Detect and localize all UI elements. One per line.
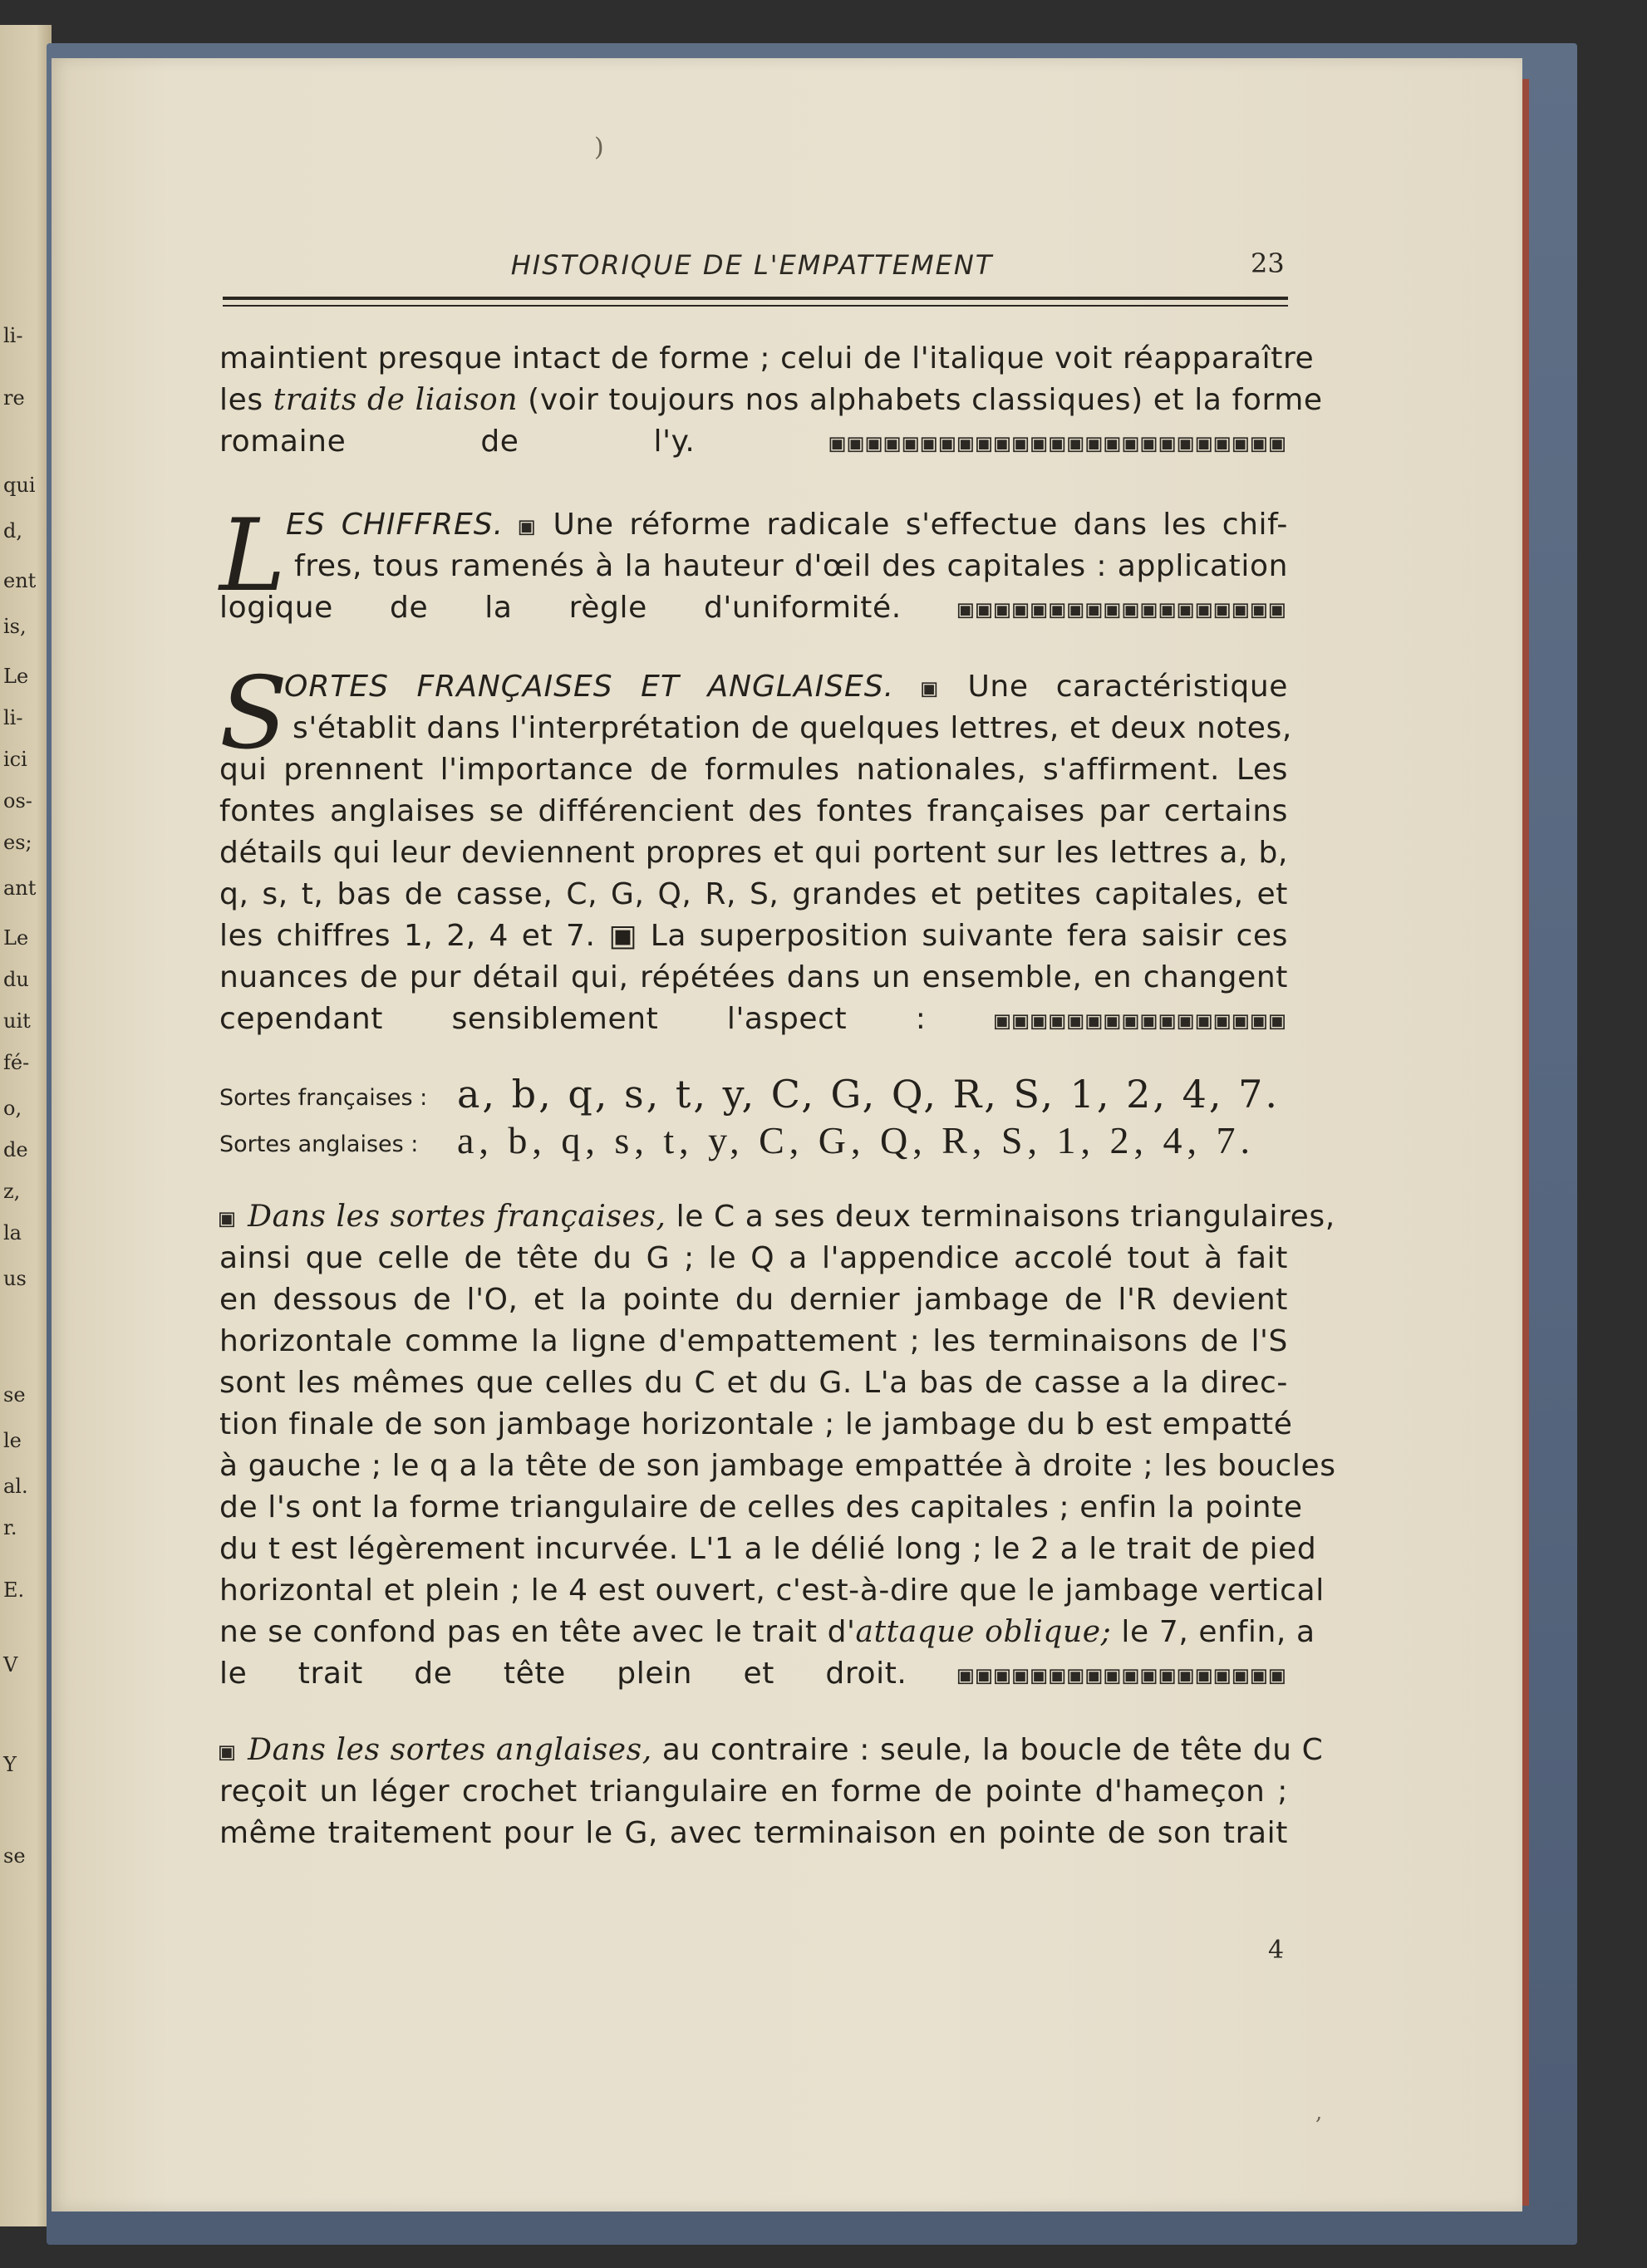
- italic-text: Dans les sortes françaises,: [248, 1200, 666, 1234]
- facing-page-fragment: la: [3, 1221, 22, 1244]
- text-line: ORTES FRANÇAISES ET ANGLAISES. ▣ Une caractéristique: [284, 670, 1288, 704]
- facing-page-fragment: qui: [3, 474, 36, 497]
- running-title: HISTORIQUE DE L'EMPATTEMENT: [510, 249, 994, 281]
- italic-text: traits de liaison: [273, 383, 519, 417]
- paragraph-intro: [219, 338, 1323, 463]
- facing-page-fragment: os-: [3, 789, 32, 812]
- text-line: même traitement pour le G, avec terminaison en pointe de son trait: [219, 1816, 1288, 1850]
- text-line: ▣ Dans les sortes françaises, le C a ses deux terminaisons triangulaires,: [219, 1200, 1335, 1234]
- text-line: sont les mêmes que celles du C et du G. L'a bas de casse a la direc-: [219, 1366, 1288, 1400]
- text-line: q, s, t, bas de casse, C, G, Q, R, S, grandes et petites capitales, et: [219, 877, 1288, 911]
- ornament-row: ▣▣▣▣▣▣▣▣▣▣▣▣▣▣▣▣▣▣: [957, 1661, 1288, 1690]
- facing-page-fragment: se: [3, 1844, 26, 1868]
- text-line: ▣ Dans les sortes anglaises, au contraire : seule, la boucle de tête du C: [219, 1733, 1324, 1767]
- letters-english: a, b, q, s, t, y, C, G, Q, R, S, 1, 2, 4, 7.: [457, 1119, 1255, 1161]
- text-line: les chiffres 1, 2, 4 et 7. ▣ La superposition suivante fera saisir ces: [219, 919, 1288, 953]
- ornament-row: ▣▣▣▣▣▣▣▣▣▣▣▣▣▣▣▣▣▣▣▣▣▣▣▣▣: [829, 429, 1289, 458]
- paragraph-francaises: [219, 1196, 1336, 1695]
- header-rule-thick: [223, 297, 1288, 300]
- ornament-glyph: ▣: [219, 1204, 238, 1233]
- facing-page-fragment: fé-: [3, 1051, 30, 1074]
- facing-page-fragment: se: [3, 1383, 26, 1406]
- text-line: romaine de l'y. ▣▣▣▣▣▣▣▣▣▣▣▣▣▣▣▣▣▣▣▣▣▣▣▣▣: [219, 425, 1289, 459]
- facing-page-fragment: ici: [3, 748, 27, 771]
- paragraph-chiffres: [219, 498, 1288, 629]
- facing-page-fragment: re: [3, 386, 25, 410]
- label-english: Sortes anglaises :: [219, 1132, 419, 1157]
- comparison-row-french: [219, 1072, 1291, 1118]
- facing-page-fragment: r.: [3, 1516, 17, 1539]
- facing-page-fragment: Le: [3, 926, 29, 950]
- text-line: fres, tous ramenés à la hauteur d'œil des capitales : application: [294, 549, 1288, 583]
- section-heading: ES CHIFFRES.: [286, 508, 504, 542]
- facing-page-fragment: Y: [3, 1753, 17, 1776]
- facing-page-fragment: le: [3, 1429, 22, 1452]
- label-french: Sortes françaises :: [219, 1085, 428, 1111]
- facing-page-fragment: o,: [3, 1097, 22, 1120]
- facing-page-fragment: li-: [3, 324, 23, 347]
- letter-comparison: [219, 1072, 1291, 1165]
- header-rule-thin: [223, 305, 1288, 307]
- text-line: ne se confond pas en tête avec le trait d'attaque oblique; le 7, enfin, a: [219, 1615, 1315, 1649]
- text-line: le trait de tête plein et droit. ▣▣▣▣▣▣▣▣▣▣▣▣▣▣▣▣▣▣: [219, 1657, 1288, 1691]
- stray-mark: ,: [1315, 2100, 1323, 2125]
- facing-page-fragment: li-: [3, 706, 23, 729]
- signature-mark: 4: [1268, 1936, 1285, 1965]
- text-line: qui prennent l'importance de formules nationales, s'affirment. Les: [219, 753, 1288, 787]
- facing-page-fragment: ent: [3, 569, 37, 592]
- facing-page-fragment: z,: [3, 1180, 21, 1203]
- text-line: fontes anglaises se différencient des fontes françaises par certains: [219, 794, 1288, 828]
- text-line: horizontal et plein ; le 4 est ouvert, c'est-à-dire que le jambage vertical: [219, 1573, 1325, 1608]
- italic-text: attaque oblique;: [855, 1615, 1112, 1649]
- text-line: horizontale comme la ligne d'empattement ; les terminaisons de l'S: [219, 1324, 1288, 1358]
- facing-page-fragment: al.: [3, 1475, 28, 1498]
- text-line: en dessous de l'O, et la pointe du dernier jambage de l'R devient: [219, 1283, 1288, 1317]
- text-line: nuances de pur détail qui, répétées dans un ensemble, en changent: [219, 960, 1288, 994]
- ornament-glyph: ▣: [922, 674, 941, 703]
- text-line: s'établit dans l'interprétation de quelques lettres, et deux notes,: [293, 711, 1292, 745]
- text-line: à gauche ; le q a la tête de son jambage empattée à droite ; les boucles: [219, 1449, 1336, 1483]
- comparison-row-english: [219, 1118, 1291, 1165]
- section-heading: ORTES FRANÇAISES ET ANGLAISES.: [284, 670, 895, 704]
- ornament-row: ▣▣▣▣▣▣▣▣▣▣▣▣▣▣▣▣▣▣: [957, 595, 1288, 624]
- text-line: reçoit un léger crochet triangulaire en forme de pointe d'hameçon ;: [219, 1775, 1288, 1809]
- text-line: logique de la règle d'uniformité. ▣▣▣▣▣▣▣▣▣▣▣▣▣▣▣▣▣▣: [219, 591, 1288, 625]
- facing-page-edge: [0, 25, 52, 2226]
- paragraph-anglaises: [219, 1730, 1324, 1854]
- text-line: tion finale de son jambage horizontale ; le jambage du b est empatté: [219, 1407, 1293, 1441]
- ornament-glyph: ▣: [519, 512, 538, 541]
- text-line: ainsi que celle de tête du G ; le Q a l'appendice accolé tout à fait: [219, 1241, 1288, 1275]
- facing-page-fragment: du: [3, 968, 29, 991]
- ornament-row: ▣▣▣▣▣▣▣▣▣▣▣▣▣▣▣▣: [995, 1006, 1288, 1035]
- facing-page-fragment: ant: [3, 876, 37, 900]
- facing-page-fragment: es;: [3, 831, 32, 854]
- text-line: de l's ont la forme triangulaire de celles des capitales ; enfin la pointe: [219, 1490, 1303, 1524]
- text-line: cependant sensiblement l'aspect : ▣▣▣▣▣▣▣▣▣▣▣▣▣▣▣▣: [219, 1002, 1288, 1036]
- text-line: les traits de liaison (voir toujours nos alphabets classiques) et la forme: [219, 383, 1323, 417]
- text-line: détails qui leur deviennent propres et qui portent sur les lettres a, b,: [219, 836, 1288, 870]
- paragraph-sortes: [219, 656, 1292, 1040]
- facing-page-fragment: V: [3, 1653, 18, 1676]
- dropcap-L: L: [219, 498, 286, 614]
- facing-page-fragment: de: [3, 1138, 28, 1161]
- ornament-glyph: ▣: [219, 1737, 238, 1766]
- stray-mark: ): [594, 133, 604, 162]
- facing-page-fragment: d,: [3, 519, 22, 542]
- facing-page-fragment: uit: [3, 1009, 31, 1033]
- text-line: du t est légèrement incurvée. L'1 a le délié long ; le 2 a le trait de pied: [219, 1532, 1317, 1566]
- facing-page-fragment: us: [3, 1267, 27, 1290]
- facing-page-fragment: Le: [3, 665, 29, 688]
- text-line: ES CHIFFRES. ▣ Une réforme radicale s'effectue dans les chif-: [286, 508, 1288, 542]
- italic-text: Dans les sortes anglaises,: [248, 1733, 652, 1767]
- letters-french: a, b, q, s, t, y, C, G, Q, R, S, 1, 2, 4, 7.: [457, 1072, 1280, 1117]
- text-line: maintient presque intact de forme ; celui de l'italique voit réapparaître: [219, 341, 1315, 376]
- page-number: 23: [1251, 248, 1285, 279]
- facing-page-fragment: E.: [3, 1578, 25, 1602]
- dropcap-S: S: [219, 656, 288, 772]
- facing-page-fragment: is,: [3, 615, 27, 638]
